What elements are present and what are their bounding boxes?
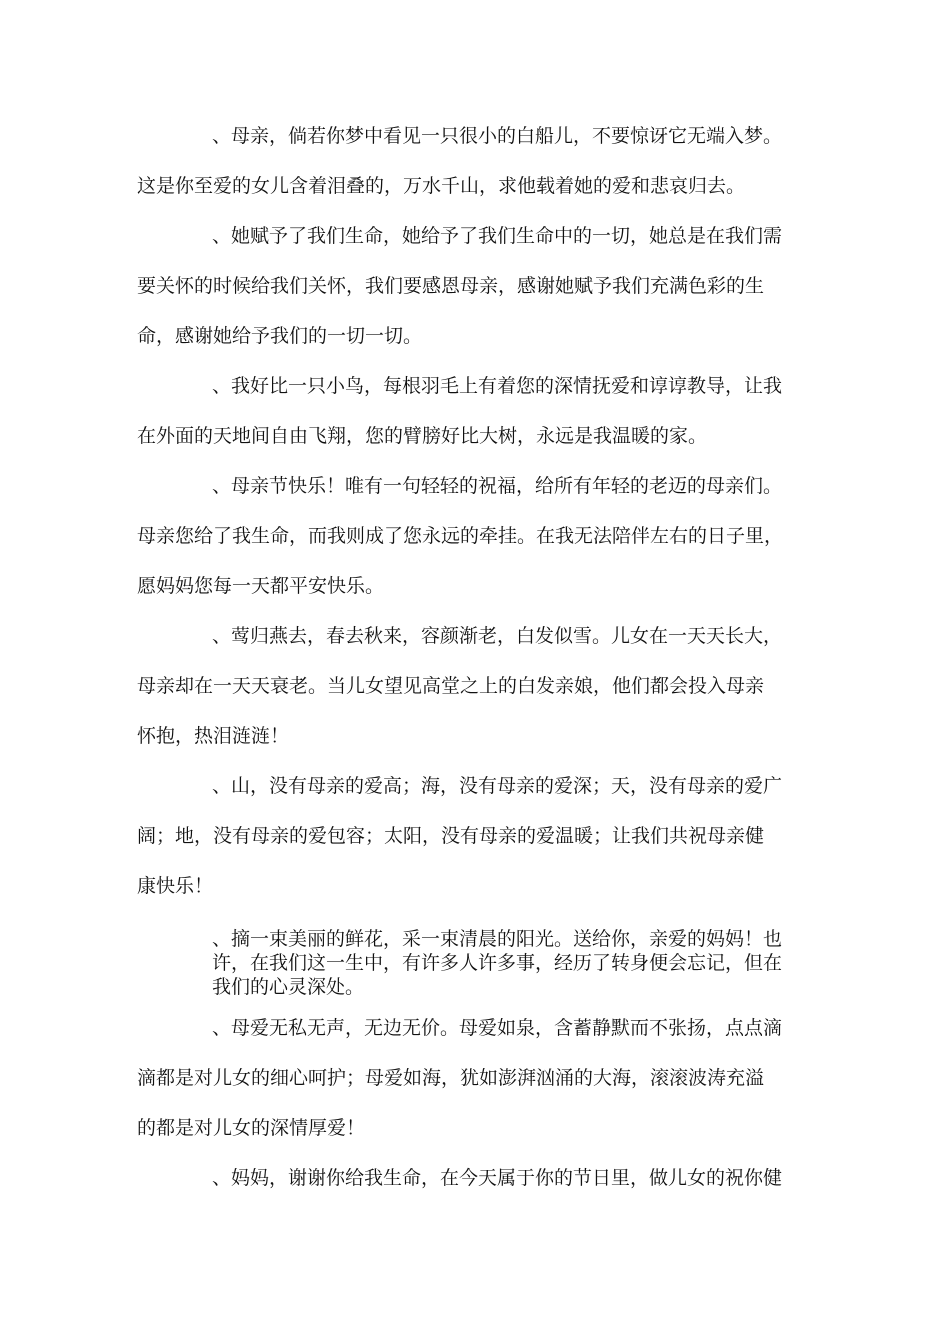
paragraph-3-line-2: 在外面的天地间自由飞翔，您的臂膀好比大树，永远是我温暖的家。 [137,425,708,447]
paragraph-2-line-3: 命，感谢她给予我们的一切一切。 [137,325,423,347]
paragraph-6-line-1: 、山，没有母亲的爱高；海，没有母亲的爱深；天，没有母亲的爱广 [212,775,783,797]
paragraph-7 [212,927,782,999]
paragraph-5-line-2: 母亲却在一天天衰老。当儿女望见高堂之上的白发亲娘，他们都会投入母亲 [137,675,765,697]
paragraph-9-line-1: 、妈妈，谢谢你给我生命，在今天属于你的节日里，做儿女的祝你健 [212,1167,783,1189]
paragraph-4-line-2: 母亲您给了我生命，而我则成了您永远的牵挂。在我无法陪伴左右的日子里， [137,525,784,547]
paragraph-7-line-3: 我们的心灵深处。 [212,976,365,998]
paragraph-8-line-3: 的都是对儿女的深情厚爱！ [137,1117,366,1139]
paragraph-2-line-1: 、她赋予了我们生命，她给予了我们生命中的一切，她总是在我们需 [212,225,783,247]
paragraph-8-line-1: 、母爱无私无声，无边无价。母爱如泉，含蓄静默而不张扬，点点滴 [212,1017,783,1039]
paragraph-8-line-2: 滴都是对儿女的细心呵护；母爱如海，犹如澎湃汹涌的大海，滚滚波涛充溢 [137,1067,765,1089]
paragraph-4-line-1: 、母亲节快乐！唯有一句轻轻的祝福，给所有年轻的老迈的母亲们。 [212,475,783,497]
paragraph-5-line-3: 怀抱，热泪涟涟！ [137,725,290,747]
paragraph-2-line-2: 要关怀的时候给我们关怀，我们要感恩母亲，感谢她赋予我们充满色彩的生 [137,275,765,297]
paragraph-3-line-1: 、我好比一只小鸟，每根羽毛上有着您的深情抚爱和谆谆教导，让我 [212,375,783,397]
paragraph-1-line-1: 、母亲，倘若你梦中看见一只很小的白船儿，不要惊讶它无端入梦。 [212,125,783,147]
paragraph-5-line-1: 、莺归燕去，春去秋来，容颜渐老，白发似雪。儿女在一天天长大， [212,625,783,647]
paragraph-6-line-2: 阔；地，没有母亲的爱包容；太阳，没有母亲的爱温暖；让我们共祝母亲健 [137,825,765,847]
paragraph-6-line-3: 康快乐！ [137,875,214,897]
paragraph-1-line-2: 这是你至爱的女儿含着泪叠的，万水千山，求他载着她的爱和悲哀归去。 [137,175,746,197]
paragraph-4-line-3: 愿妈妈您每一天都平安快乐。 [137,575,385,597]
paragraph-7-line-2: 许，在我们这一生中，有许多人许多事，经历了转身便会忘记，但在 [212,952,783,974]
paragraph-7-line-1: 、摘一束美丽的鲜花，采一束清晨的阳光。送给你，亲爱的妈妈！也 [212,928,783,950]
